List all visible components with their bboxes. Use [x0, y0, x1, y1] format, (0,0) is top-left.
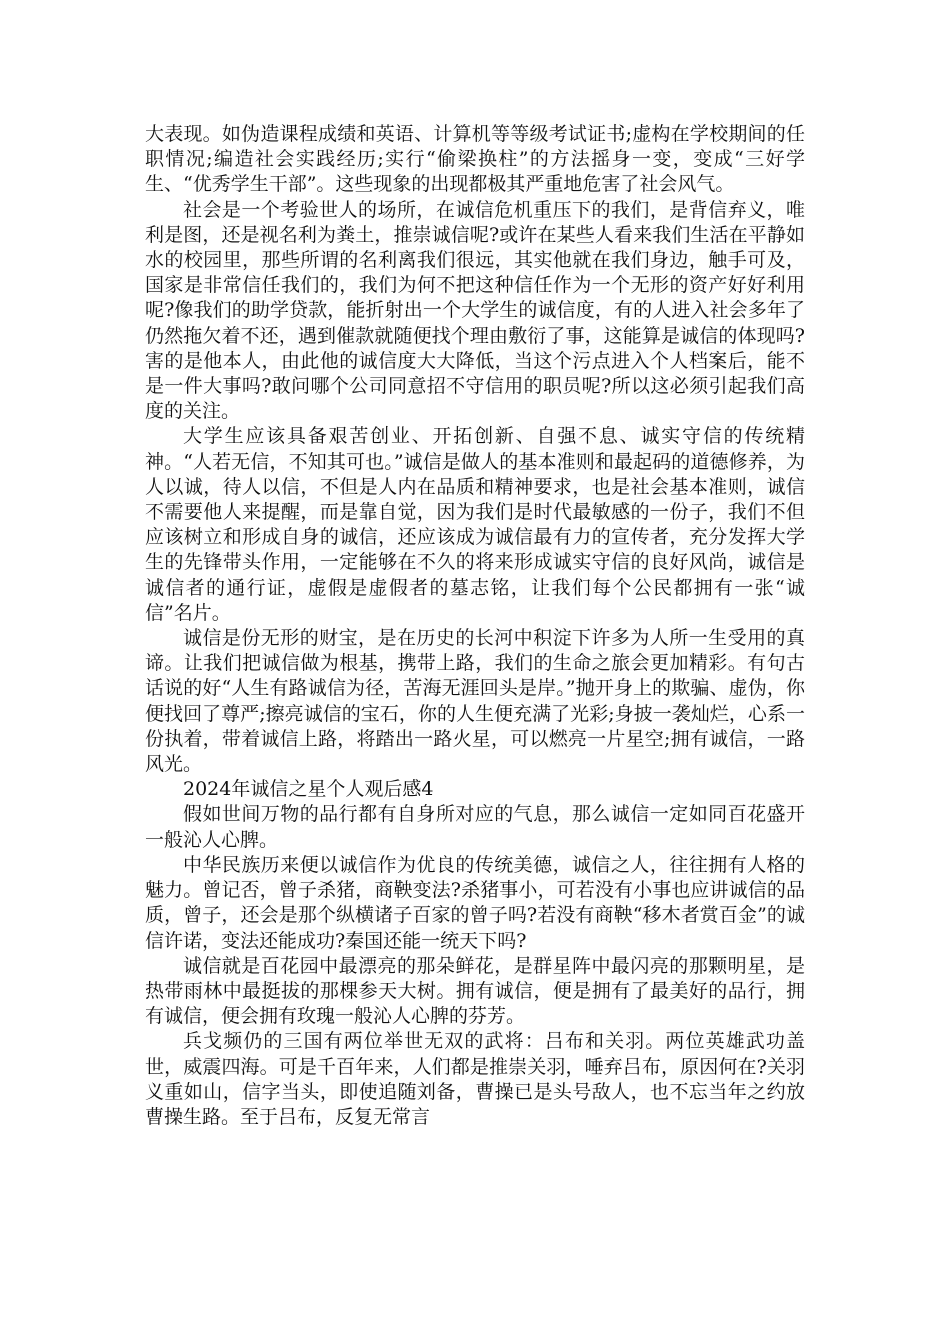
paragraph-8: 兵戈频仍的三国有两位举世无双的武将：吕布和关羽。两位英雄武功盖世，威震四海。可是千百年来，人们都是推崇关羽，唾弃吕布，原因何在?关羽义重如山，信字当头，即使追随刘备，曹操已是头号敌人，也不忘当年之约放曹操生路。至于吕布，反复无常言: [145, 1030, 805, 1128]
paragraph-1: 大表现。如伪造课程成绩和英语、计算机等等级考试证书;虚构在学校期间的任职情况;编造社会实践经历;实行“偷梁换柱”的方法摇身一变，变成“三好学生、“优秀学生干部”。这些现象的出现都极其严重地危害了社会风气。: [145, 123, 805, 196]
paragraph-2: 社会是一个考验世人的场所，在诚信危机重压下的我们，是背信弃义，唯利是图，还是视名利为粪土，推崇诚信呢?或许在某些人看来我们生活在平静如水的校园里，那些所谓的名利离我们很远，其实他就在我们身边，触手可及，国家是非常信任我们的，我们为何不把这种信任作为一个无形的资产好好利用呢?像我们的助学贷款，能折射出一个大学生的诚信度，有的人进入社会多年了仍然拖欠着不还，遇到催款就随便找个理由敷衍了事，这能算是诚信的体现吗?害的是他本人，由此他的诚信度大大降低，当这个污点进入个人档案后，能不是一件大事吗?敢问哪个公司同意招不守信用的职员呢?所以这必须引起我们高度的关注。: [145, 198, 805, 423]
paragraph-5: 假如世间万物的品行都有自身所对应的气息，那么诚信一定如同百花盛开一般沁人心脾。: [145, 803, 805, 851]
paragraph-4: 诚信是份无形的财宝，是在历史的长河中积淀下许多为人所一生受用的真谛。让我们把诚信做为根基，携带上路，我们的生命之旅会更加精彩。有句古话说的好“人生有路诚信为径，苦海无涯回头是岸。”抛开身上的欺骗、虚伪，你便找回了尊严;擦亮诚信的宝石，你的人生便充满了光彩;身披一袭灿烂，心系一份执着，带着诚信上路，将踏出一路火星，可以燃亮一片星空;拥有诚信，一路风光。: [145, 627, 805, 776]
section-heading: 2024年诚信之星个人观后感4: [183, 778, 434, 801]
paragraph-6: 中华民族历来便以诚信作为优良的传统美德，诚信之人，往往拥有人格的魅力。曾记否，曾子杀猪，商鞅变法?杀猪事小，可若没有小事也应讲诚信的品质，曾子，还会是那个纵横诸子百家的曾子吗?若没有商鞅“移木者赏百金”的诚信许诺，变法还能成功?秦国还能一统天下吗?: [145, 853, 805, 952]
paragraph-3: 大学生应该具备艰苦创业、开拓创新、自强不息、诚实守信的传统精神。“人若无信，不知其可也。”诚信是做人的基本准则和最起码的道德修养，为人以诚，待人以信，不但是人内在品质和精神要求，也是社会基本准则，诚信不需要他人来提醒，而是靠自觉，因为我们是时代最敏感的一份子，我们不但应该树立和形成自身的诚信，还应该成为诚信最有力的宣传者，充分发挥大学生的先锋带头作用，一定能够在不久的将来形成诚实守信的良好风尚，诚信是诚信者的通行证，虚假是虚假者的墓志铭，让我们每个公民都拥有一张“诚信”名片。: [145, 425, 805, 624]
paragraph-7: 诚信就是百花园中最漂亮的那朵鲜花，是群星阵中最闪亮的那颗明星，是热带雨林中最挺拔的那棵参天大树。拥有诚信，便是拥有了最美好的品行，拥有诚信，便会拥有玫瑰一般沁人心脾的芬芳。: [145, 954, 805, 1028]
document-body: [145, 122, 805, 1130]
